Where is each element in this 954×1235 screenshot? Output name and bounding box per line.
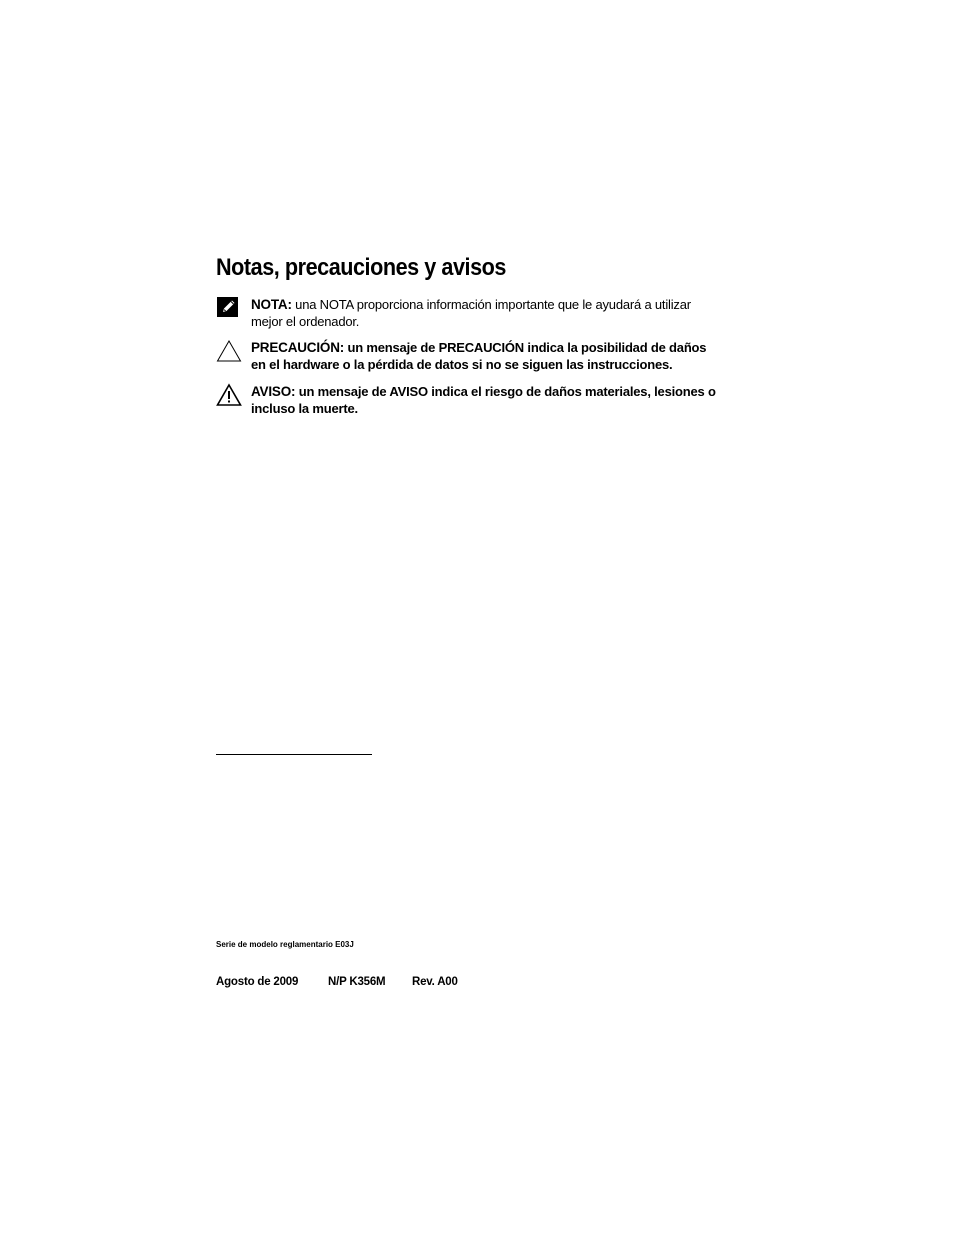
regulatory-model: Serie de modelo reglamentario E03J bbox=[216, 940, 354, 949]
footer-date: Agosto de 2009 bbox=[216, 976, 299, 988]
caution-body: un mensaje de PRECAUCIÓN indica la posibilidad de daños en el hardware o la pérdida de datos si no se siguen las instrucciones. bbox=[251, 340, 707, 372]
warning-triangle-icon bbox=[216, 383, 242, 407]
footer-revision: Rev. A00 bbox=[412, 976, 458, 988]
separator-line bbox=[216, 754, 372, 755]
warning-label: AVISO: bbox=[251, 384, 296, 399]
caution-triangle-icon bbox=[216, 339, 242, 363]
warning-text bbox=[251, 383, 721, 417]
note-body: una NOTA proporciona información importante que le ayudará a utilizar mejor el ordenador. bbox=[251, 297, 691, 329]
page-title: Notas, precauciones y avisos bbox=[216, 254, 506, 281]
footer-part-number: N/P K356M bbox=[328, 976, 386, 988]
pencil-note-icon bbox=[216, 296, 242, 320]
note-text bbox=[251, 296, 721, 330]
note-label: NOTA: bbox=[251, 297, 292, 312]
warning-body: un mensaje de AVISO indica el riesgo de daños materiales, lesiones o incluso la muerte. bbox=[251, 384, 716, 416]
caution-text bbox=[251, 339, 721, 373]
caution-label: PRECAUCIÓN: bbox=[251, 340, 345, 355]
